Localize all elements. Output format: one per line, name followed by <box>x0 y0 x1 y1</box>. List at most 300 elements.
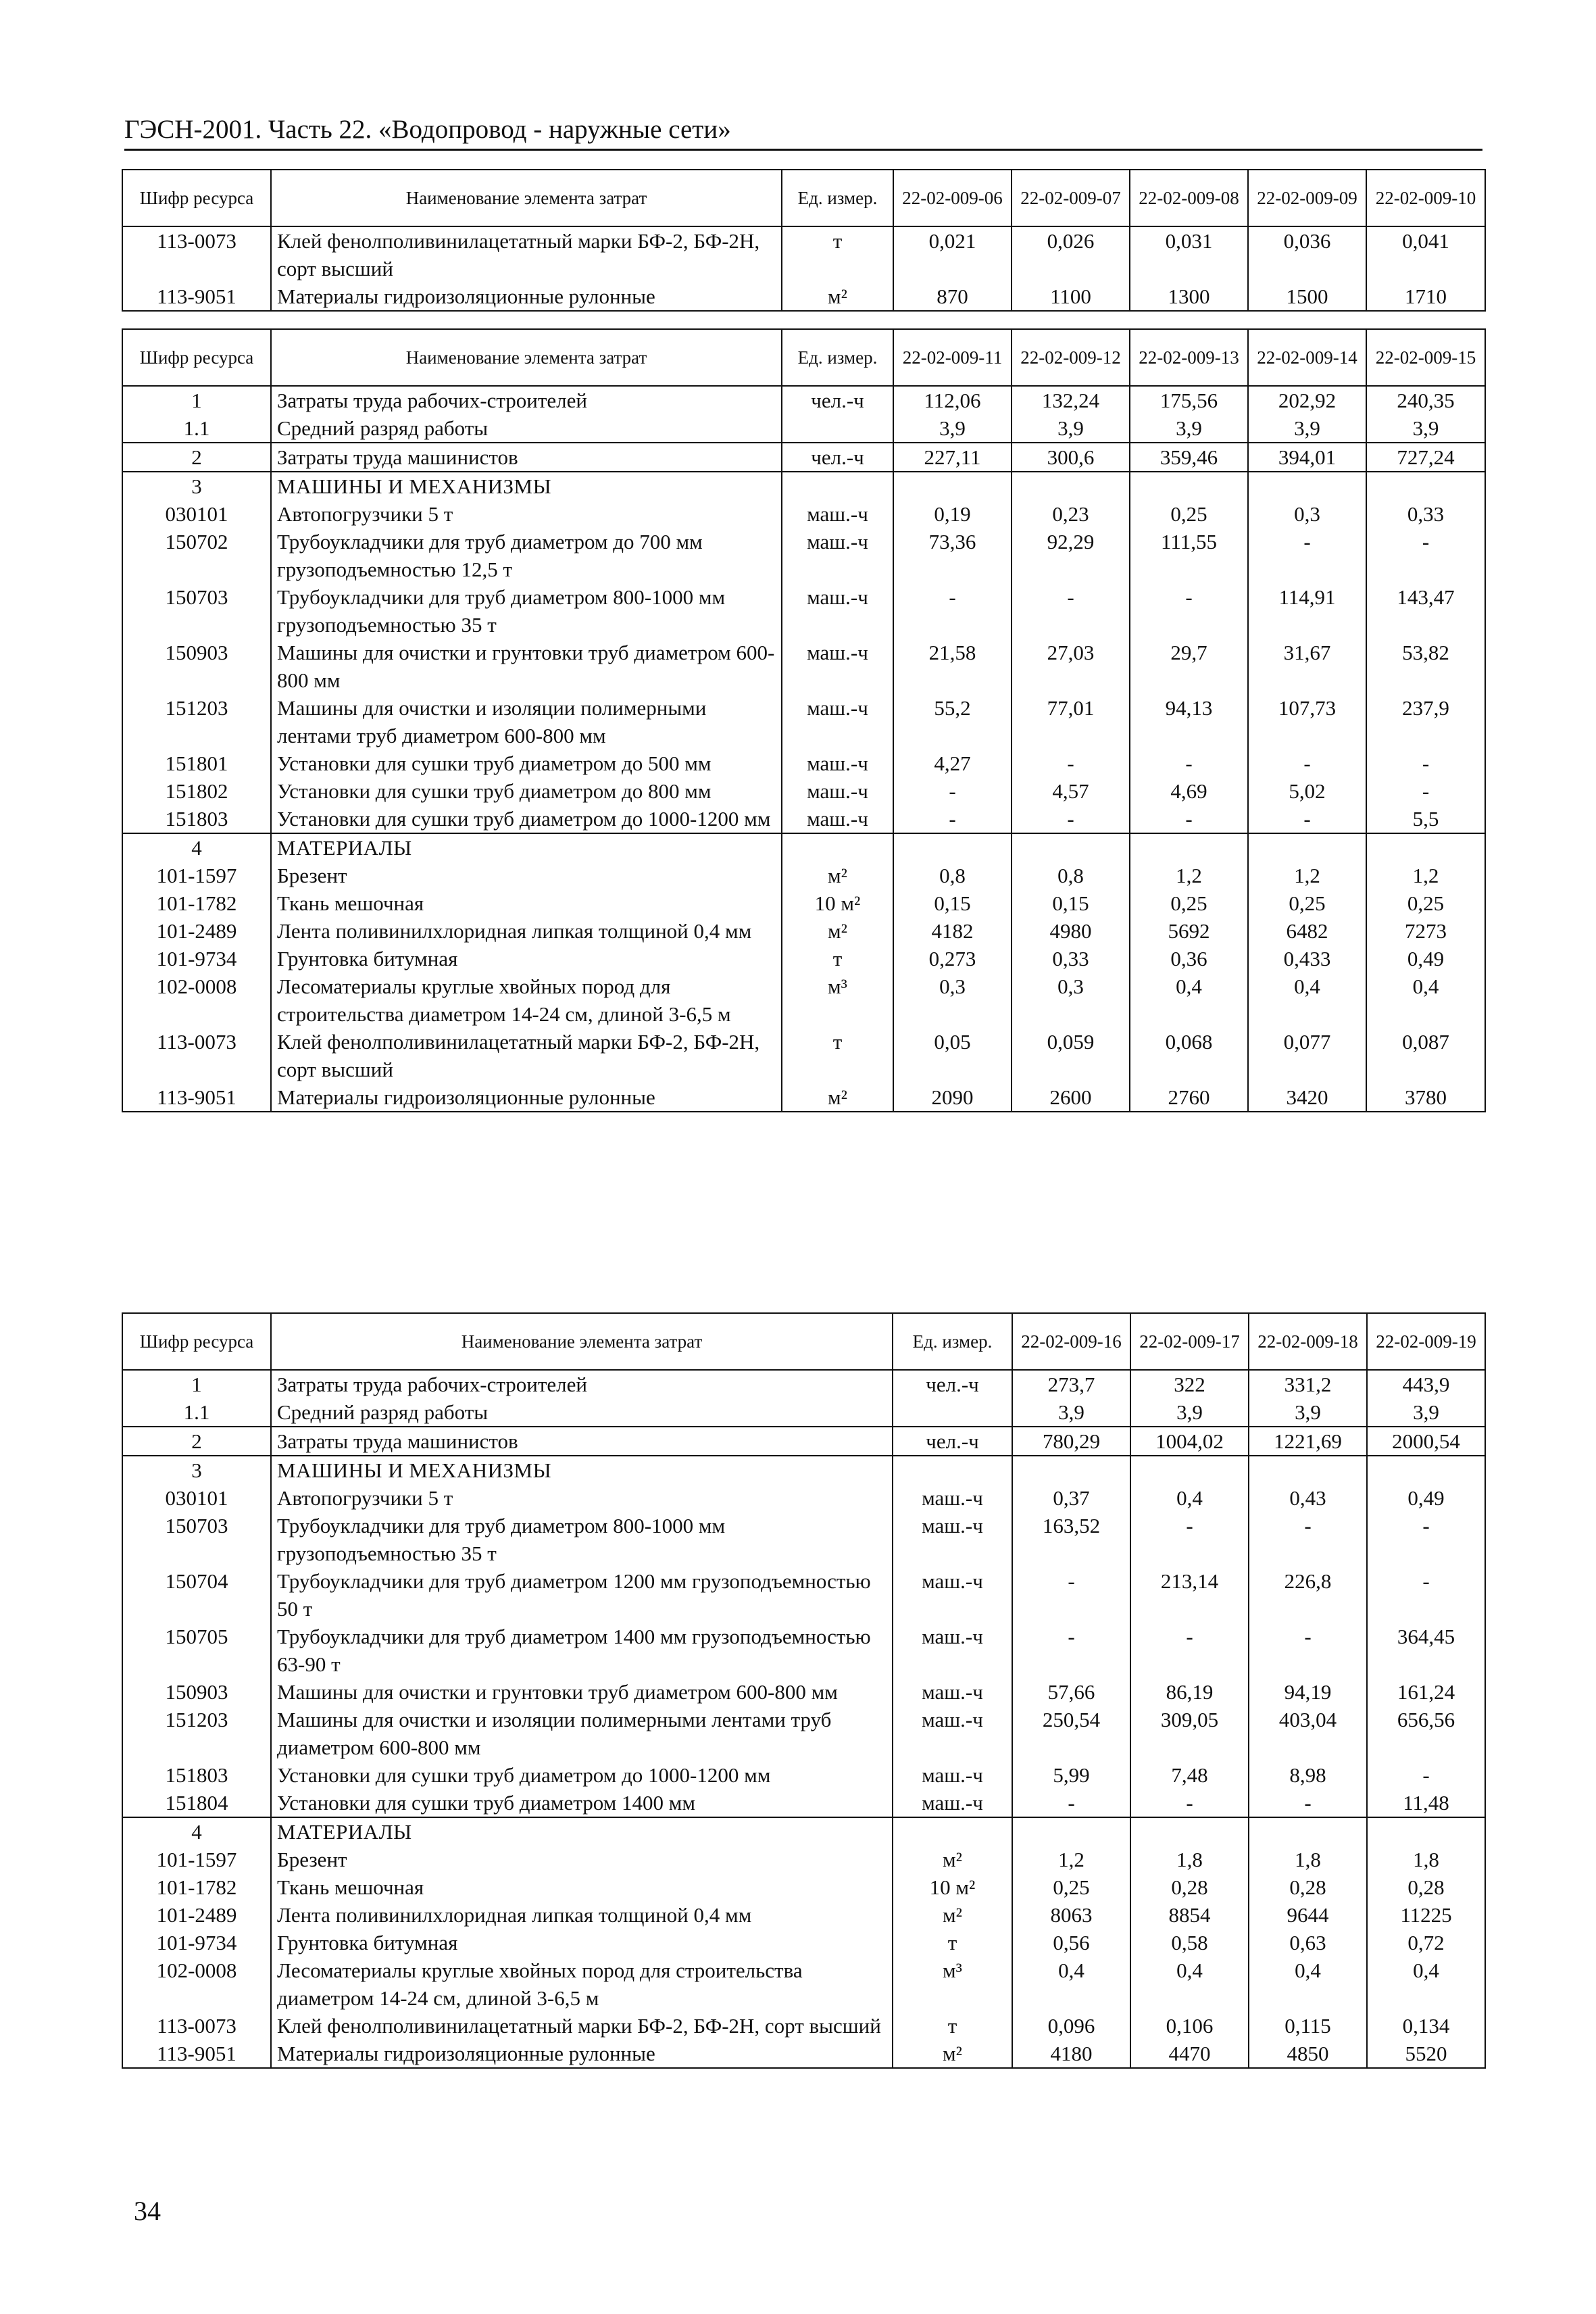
value-cell: 0,25 <box>1248 889 1366 917</box>
resource-name: Средний разряд работы <box>271 414 782 443</box>
unit-cell: маш.-ч <box>893 1623 1012 1678</box>
resource-code: 4 <box>122 833 271 862</box>
resource-table-1 <box>122 169 1486 312</box>
value-cell: 0,021 <box>893 226 1012 282</box>
value-cell: 0,026 <box>1012 226 1130 282</box>
resource-name: Материалы гидроизоляционные рулонные <box>271 282 782 311</box>
norm-column-header: 22-02-009-17 <box>1130 1313 1249 1370</box>
value-cell: 394,01 <box>1248 443 1366 472</box>
unit-cell: маш.-ч <box>782 749 893 777</box>
value-cell <box>1248 833 1366 862</box>
value-cell: 0,273 <box>893 945 1012 973</box>
table-row <box>122 917 1485 945</box>
value-cell: 21,58 <box>893 639 1012 694</box>
resource-name: Установки для сушки труб диаметром до 500 мм <box>271 749 782 777</box>
unit-cell: маш.-ч <box>782 694 893 749</box>
resource-name: Автопогрузчики 5 т <box>271 1484 893 1512</box>
value-cell: 322 <box>1130 1370 1249 1398</box>
value-cell: 443,9 <box>1367 1370 1485 1398</box>
value-cell: 0,4 <box>1130 1956 1249 2012</box>
table-row <box>122 1398 1485 1427</box>
value-cell: 175,56 <box>1130 386 1248 414</box>
resource-name: Клей фенолполивинилацетатный марки БФ-2, БФ-2Н, сорт высший <box>271 1028 782 1083</box>
value-cell: 73,36 <box>893 528 1012 583</box>
value-cell <box>893 472 1012 500</box>
value-cell: 359,46 <box>1130 443 1248 472</box>
value-cell: 111,55 <box>1130 528 1248 583</box>
value-cell: 870 <box>893 282 1012 311</box>
value-cell: 8063 <box>1012 1901 1130 1929</box>
value-cell <box>893 833 1012 862</box>
resource-name: Грунтовка битумная <box>271 1929 893 1956</box>
value-cell <box>1012 472 1130 500</box>
table-row <box>122 2012 1485 2040</box>
unit-cell: т <box>893 1929 1012 1956</box>
value-cell: 202,92 <box>1248 386 1366 414</box>
value-cell: 1,2 <box>1366 862 1485 889</box>
value-cell: 2090 <box>893 1083 1012 1112</box>
value-cell: 2760 <box>1130 1083 1248 1112</box>
value-cell: 0,3 <box>893 973 1012 1028</box>
value-cell: 132,24 <box>1012 386 1130 414</box>
value-cell: 250,54 <box>1012 1706 1130 1761</box>
value-cell: 3,9 <box>893 414 1012 443</box>
value-cell: - <box>893 583 1012 639</box>
value-cell <box>1130 1817 1249 1846</box>
section-title: МАТЕРИАЛЫ <box>271 833 782 862</box>
unit-cell: м³ <box>893 1956 1012 2012</box>
unit-cell: м² <box>893 1901 1012 1929</box>
value-cell: 0,059 <box>1012 1028 1130 1083</box>
value-cell: 0,33 <box>1366 500 1485 528</box>
norm-column-header: 22-02-009-08 <box>1130 170 1248 226</box>
resource-name: Грунтовка битумная <box>271 945 782 973</box>
resource-code: 101-1782 <box>122 889 271 917</box>
unit-cell: м² <box>893 1846 1012 1873</box>
resource-code: 150903 <box>122 639 271 694</box>
value-cell: 4,69 <box>1130 777 1248 805</box>
value-cell: 2600 <box>1012 1083 1130 1112</box>
resource-code: 101-1597 <box>122 862 271 889</box>
table-row <box>122 1706 1485 1761</box>
resource-code: 113-0073 <box>122 226 271 282</box>
value-cell: 1,2 <box>1012 1846 1130 1873</box>
resource-code: 151203 <box>122 694 271 749</box>
resource-code: 151801 <box>122 749 271 777</box>
name-column-header: Наименование элемента затрат <box>271 170 782 226</box>
value-cell: 0,4 <box>1248 973 1366 1028</box>
resource-name: Трубоукладчики для труб диаметром 1400 мм грузоподъемностью 63-90 т <box>271 1623 893 1678</box>
value-cell: 1,2 <box>1130 862 1248 889</box>
value-cell: 77,01 <box>1012 694 1130 749</box>
value-cell: 0,28 <box>1130 1873 1249 1901</box>
value-cell: - <box>1012 1789 1130 1817</box>
resource-name: Материалы гидроизоляционные рулонные <box>271 2040 893 2068</box>
value-cell: 86,19 <box>1130 1678 1249 1706</box>
resource-code: 150703 <box>122 1512 271 1567</box>
section-row <box>122 1817 1485 1846</box>
value-cell: 4470 <box>1130 2040 1249 2068</box>
value-cell: 0,15 <box>893 889 1012 917</box>
resource-name: Затраты труда машинистов <box>271 443 782 472</box>
value-cell: 94,19 <box>1249 1678 1367 1706</box>
unit-cell <box>782 833 893 862</box>
value-cell: 57,66 <box>1012 1678 1130 1706</box>
unit-cell: м² <box>782 862 893 889</box>
table-row <box>122 1028 1485 1083</box>
value-cell: 227,11 <box>893 443 1012 472</box>
value-cell: 0,25 <box>1130 889 1248 917</box>
page-number: 34 <box>134 2196 161 2226</box>
resource-name: Затраты труда машинистов <box>271 1427 893 1456</box>
resource-code: 113-9051 <box>122 2040 271 2068</box>
value-cell: 273,7 <box>1012 1370 1130 1398</box>
value-cell: 727,24 <box>1366 443 1485 472</box>
table-row <box>122 862 1485 889</box>
table-row <box>122 1512 1485 1567</box>
resource-name: Материалы гидроизоляционные рулонные <box>271 1083 782 1112</box>
name-column-header: Наименование элемента затрат <box>271 329 782 386</box>
table-row <box>122 414 1485 443</box>
value-cell: 6482 <box>1248 917 1366 945</box>
resource-code: 102-0008 <box>122 1956 271 2012</box>
value-cell: 4180 <box>1012 2040 1130 2068</box>
value-cell: 0,3 <box>1248 500 1366 528</box>
value-cell: 0,43 <box>1249 1484 1367 1512</box>
resource-code: 151804 <box>122 1789 271 1817</box>
table-row <box>122 1761 1485 1789</box>
norm-column-header: 22-02-009-19 <box>1367 1313 1485 1370</box>
value-cell: - <box>1366 528 1485 583</box>
unit-cell: т <box>782 1028 893 1083</box>
unit-cell <box>782 472 893 500</box>
unit-cell: чел.-ч <box>782 386 893 414</box>
resource-name: Машины для очистки и грунтовки труб диаметром 600-800 мм <box>271 1678 893 1706</box>
value-cell: 237,9 <box>1366 694 1485 749</box>
resource-name: Ткань мешочная <box>271 889 782 917</box>
value-cell: 92,29 <box>1012 528 1130 583</box>
table-row <box>122 973 1485 1028</box>
resource-name: Машины для очистки и грунтовки труб диаметром 600-800 мм <box>271 639 782 694</box>
table-row <box>122 282 1485 311</box>
table-row <box>122 1956 1485 2012</box>
value-cell: 163,52 <box>1012 1512 1130 1567</box>
code-column-header: Шифр ресурса <box>122 170 271 226</box>
unit-cell: маш.-ч <box>893 1789 1012 1817</box>
norm-column-header: 22-02-009-18 <box>1249 1313 1367 1370</box>
unit-cell: т <box>782 945 893 973</box>
resource-name: Трубоукладчики для труб диаметром 1200 мм грузоподъемностью 50 т <box>271 1567 893 1623</box>
resource-code: 151203 <box>122 1706 271 1761</box>
unit-cell: маш.-ч <box>782 805 893 833</box>
resource-code: 113-0073 <box>122 1028 271 1083</box>
norm-column-header: 22-02-009-12 <box>1012 329 1130 386</box>
unit-cell: т <box>893 2012 1012 2040</box>
unit-cell <box>893 1398 1012 1427</box>
table-row <box>122 226 1485 282</box>
value-cell: 8854 <box>1130 1901 1249 1929</box>
value-cell: - <box>1130 749 1248 777</box>
value-cell: - <box>1366 777 1485 805</box>
resource-code: 3 <box>122 472 271 500</box>
unit-cell: т <box>782 226 893 282</box>
table-row <box>122 1846 1485 1873</box>
table-row <box>122 1789 1485 1817</box>
unit-cell: маш.-ч <box>782 500 893 528</box>
resource-name: Автопогрузчики 5 т <box>271 500 782 528</box>
value-cell: 0,63 <box>1249 1929 1367 1956</box>
value-cell <box>1012 833 1130 862</box>
resource-name: Клей фенолполивинилацетатный марки БФ-2, БФ-2Н, сорт высший <box>271 226 782 282</box>
value-cell: 1,2 <box>1248 862 1366 889</box>
value-cell: 0,4 <box>1249 1956 1367 2012</box>
value-cell: 0,49 <box>1367 1484 1485 1512</box>
value-cell: - <box>1012 749 1130 777</box>
resource-code: 101-1597 <box>122 1846 271 1873</box>
value-cell: - <box>1248 749 1366 777</box>
value-cell: - <box>1249 1512 1367 1567</box>
value-cell: 331,2 <box>1249 1370 1367 1398</box>
value-cell: 5,99 <box>1012 1761 1130 1789</box>
value-cell: 3,9 <box>1366 414 1485 443</box>
value-cell: 1,8 <box>1130 1846 1249 1873</box>
unit-cell: маш.-ч <box>782 583 893 639</box>
value-cell: 0,134 <box>1367 2012 1485 2040</box>
value-cell <box>1248 472 1366 500</box>
value-cell: 0,33 <box>1012 945 1130 973</box>
unit-column-header: Ед. измер. <box>782 170 893 226</box>
value-cell: 2000,54 <box>1367 1427 1485 1456</box>
unit-cell: м² <box>782 282 893 311</box>
table-row <box>122 1083 1485 1112</box>
table-row <box>122 777 1485 805</box>
table-row <box>122 583 1485 639</box>
resource-code: 150903 <box>122 1678 271 1706</box>
value-cell: 226,8 <box>1249 1567 1367 1623</box>
value-cell: 3,9 <box>1130 1398 1249 1427</box>
unit-column-header: Ед. измер. <box>782 329 893 386</box>
resource-code: 1 <box>122 386 271 414</box>
value-cell: 403,04 <box>1249 1706 1367 1761</box>
value-cell: 4182 <box>893 917 1012 945</box>
value-cell: - <box>893 805 1012 833</box>
table-row <box>122 749 1485 777</box>
table-row <box>122 1678 1485 1706</box>
resource-name: Установки для сушки труб диаметром 1400 мм <box>271 1789 893 1817</box>
unit-cell: маш.-ч <box>893 1567 1012 1623</box>
value-cell: 0,49 <box>1366 945 1485 973</box>
resource-code: 030101 <box>122 1484 271 1512</box>
value-cell: 1,8 <box>1367 1846 1485 1873</box>
resource-name: Клей фенолполивинилацетатный марки БФ-2, БФ-2Н, сорт высший <box>271 2012 893 2040</box>
value-cell: 1100 <box>1012 282 1130 311</box>
value-cell: 364,45 <box>1367 1623 1485 1678</box>
resource-code: 030101 <box>122 500 271 528</box>
table-row <box>122 528 1485 583</box>
resource-table-3 <box>122 1312 1486 2069</box>
value-cell: 7273 <box>1366 917 1485 945</box>
table-row <box>122 1623 1485 1678</box>
value-cell: 3420 <box>1248 1083 1366 1112</box>
resource-name: Установки для сушки труб диаметром до 800 мм <box>271 777 782 805</box>
resource-code: 1.1 <box>122 414 271 443</box>
value-cell: 3780 <box>1366 1083 1485 1112</box>
value-cell: 300,6 <box>1012 443 1130 472</box>
resource-code: 101-1782 <box>122 1873 271 1901</box>
value-cell <box>1367 1456 1485 1484</box>
value-cell: - <box>1249 1623 1367 1678</box>
resource-code: 101-2489 <box>122 917 271 945</box>
value-cell: 143,47 <box>1366 583 1485 639</box>
unit-cell: маш.-ч <box>893 1678 1012 1706</box>
unit-column-header: Ед. измер. <box>893 1313 1012 1370</box>
value-cell: 3,9 <box>1012 1398 1130 1427</box>
value-cell: 0,58 <box>1130 1929 1249 1956</box>
unit-cell: маш.-ч <box>782 528 893 583</box>
value-cell: - <box>1012 805 1130 833</box>
table-row <box>122 1370 1485 1398</box>
table-row <box>122 1567 1485 1623</box>
value-cell: 0,031 <box>1130 226 1248 282</box>
unit-cell: 10 м² <box>893 1873 1012 1901</box>
resource-code: 3 <box>122 1456 271 1484</box>
value-cell: 29,7 <box>1130 639 1248 694</box>
unit-cell: 10 м² <box>782 889 893 917</box>
section-row <box>122 1456 1485 1484</box>
value-cell: - <box>1366 749 1485 777</box>
value-cell: 213,14 <box>1130 1567 1249 1623</box>
unit-cell <box>893 1456 1012 1484</box>
table-row <box>122 1427 1485 1456</box>
value-cell: - <box>1012 583 1130 639</box>
resource-code: 1 <box>122 1370 271 1398</box>
value-cell: 0,077 <box>1248 1028 1366 1083</box>
value-cell: 107,73 <box>1248 694 1366 749</box>
unit-cell: м³ <box>782 973 893 1028</box>
value-cell: 0,72 <box>1367 1929 1485 1956</box>
resource-code: 2 <box>122 443 271 472</box>
resource-name: Затраты труда рабочих-строителей <box>271 1370 893 1398</box>
code-column-header: Шифр ресурса <box>122 329 271 386</box>
section-title: МАШИНЫ И МЕХАНИЗМЫ <box>271 1456 893 1484</box>
norm-column-header: 22-02-009-16 <box>1012 1313 1130 1370</box>
value-cell: 0,433 <box>1248 945 1366 973</box>
section-row <box>122 472 1485 500</box>
value-cell: 0,23 <box>1012 500 1130 528</box>
unit-cell <box>893 1817 1012 1846</box>
value-cell <box>1367 1817 1485 1846</box>
norm-column-header: 22-02-009-15 <box>1366 329 1485 386</box>
value-cell: - <box>1367 1567 1485 1623</box>
value-cell: 1500 <box>1248 282 1366 311</box>
value-cell: 53,82 <box>1366 639 1485 694</box>
resource-name: Установки для сушки труб диаметром до 1000-1200 мм <box>271 805 782 833</box>
value-cell: 1221,69 <box>1249 1427 1367 1456</box>
resource-code: 150705 <box>122 1623 271 1678</box>
value-cell: 5692 <box>1130 917 1248 945</box>
value-cell: 0,036 <box>1248 226 1366 282</box>
value-cell: 94,13 <box>1130 694 1248 749</box>
resource-name: Трубоукладчики для труб диаметром 800-1000 мм грузоподъемностью 35 т <box>271 1512 893 1567</box>
resource-name: Установки для сушки труб диаметром до 1000-1200 мм <box>271 1761 893 1789</box>
value-cell: 0,56 <box>1012 1929 1130 1956</box>
value-cell: 8,98 <box>1249 1761 1367 1789</box>
value-cell: 7,48 <box>1130 1761 1249 1789</box>
unit-cell: маш.-ч <box>893 1761 1012 1789</box>
resource-code: 150703 <box>122 583 271 639</box>
value-cell: 11,48 <box>1367 1789 1485 1817</box>
value-cell: 0,4 <box>1367 1956 1485 2012</box>
value-cell: 0,36 <box>1130 945 1248 973</box>
value-cell <box>1130 1456 1249 1484</box>
value-cell: 1300 <box>1130 282 1248 311</box>
page-header: ГЭСН-2001. Часть 22. «Водопровод - наружные сети» <box>124 114 1482 151</box>
resource-name: Лесоматериалы круглые хвойных пород для строительства диаметром 14-24 см, длиной 3-6,5 м <box>271 973 782 1028</box>
value-cell: - <box>1248 805 1366 833</box>
value-cell: - <box>1367 1512 1485 1567</box>
value-cell: 1710 <box>1366 282 1485 311</box>
value-cell: - <box>1248 528 1366 583</box>
resource-name: Брезент <box>271 862 782 889</box>
value-cell: 1004,02 <box>1130 1427 1249 1456</box>
table-row <box>122 1873 1485 1901</box>
table-row <box>122 805 1485 833</box>
unit-cell <box>782 414 893 443</box>
resource-code: 101-9734 <box>122 1929 271 1956</box>
value-cell: 4,57 <box>1012 777 1130 805</box>
value-cell: 0,8 <box>893 862 1012 889</box>
value-cell: - <box>1130 1623 1249 1678</box>
value-cell: 3,9 <box>1012 414 1130 443</box>
value-cell: 3,9 <box>1248 414 1366 443</box>
unit-cell: маш.-ч <box>893 1512 1012 1567</box>
value-cell <box>1130 472 1248 500</box>
resource-name: Ткань мешочная <box>271 1873 893 1901</box>
resource-name: Лента поливинилхлоридная липкая толщиной 0,4 мм <box>271 1901 893 1929</box>
table-row <box>122 386 1485 414</box>
resource-code: 113-0073 <box>122 2012 271 2040</box>
value-cell: 0,041 <box>1366 226 1485 282</box>
code-column-header: Шифр ресурса <box>122 1313 271 1370</box>
value-cell: - <box>1012 1623 1130 1678</box>
value-cell: 0,096 <box>1012 2012 1130 2040</box>
section-row <box>122 833 1485 862</box>
value-cell: 0,115 <box>1249 2012 1367 2040</box>
value-cell: 0,25 <box>1130 500 1248 528</box>
resource-name: Средний разряд работы <box>271 1398 893 1427</box>
table-row <box>122 945 1485 973</box>
value-cell: 0,087 <box>1366 1028 1485 1083</box>
table-row <box>122 1484 1485 1512</box>
value-cell: 112,06 <box>893 386 1012 414</box>
unit-cell: чел.-ч <box>782 443 893 472</box>
value-cell: 27,03 <box>1012 639 1130 694</box>
value-cell: 0,19 <box>893 500 1012 528</box>
name-column-header: Наименование элемента затрат <box>271 1313 893 1370</box>
value-cell: - <box>1130 1789 1249 1817</box>
unit-cell: м² <box>782 917 893 945</box>
table-row <box>122 889 1485 917</box>
resource-name: Трубоукладчики для труб диаметром 800-1000 мм грузоподъемностью 35 т <box>271 583 782 639</box>
value-cell: 5,5 <box>1366 805 1485 833</box>
resource-name: Машины для очистки и изоляции полимерными лентами труб диаметром 600-800 мм <box>271 1706 893 1761</box>
table-row <box>122 500 1485 528</box>
value-cell <box>1012 1817 1130 1846</box>
value-cell: 0,15 <box>1012 889 1130 917</box>
table-row <box>122 443 1485 472</box>
value-cell: 0,25 <box>1366 889 1485 917</box>
resource-code: 102-0008 <box>122 973 271 1028</box>
